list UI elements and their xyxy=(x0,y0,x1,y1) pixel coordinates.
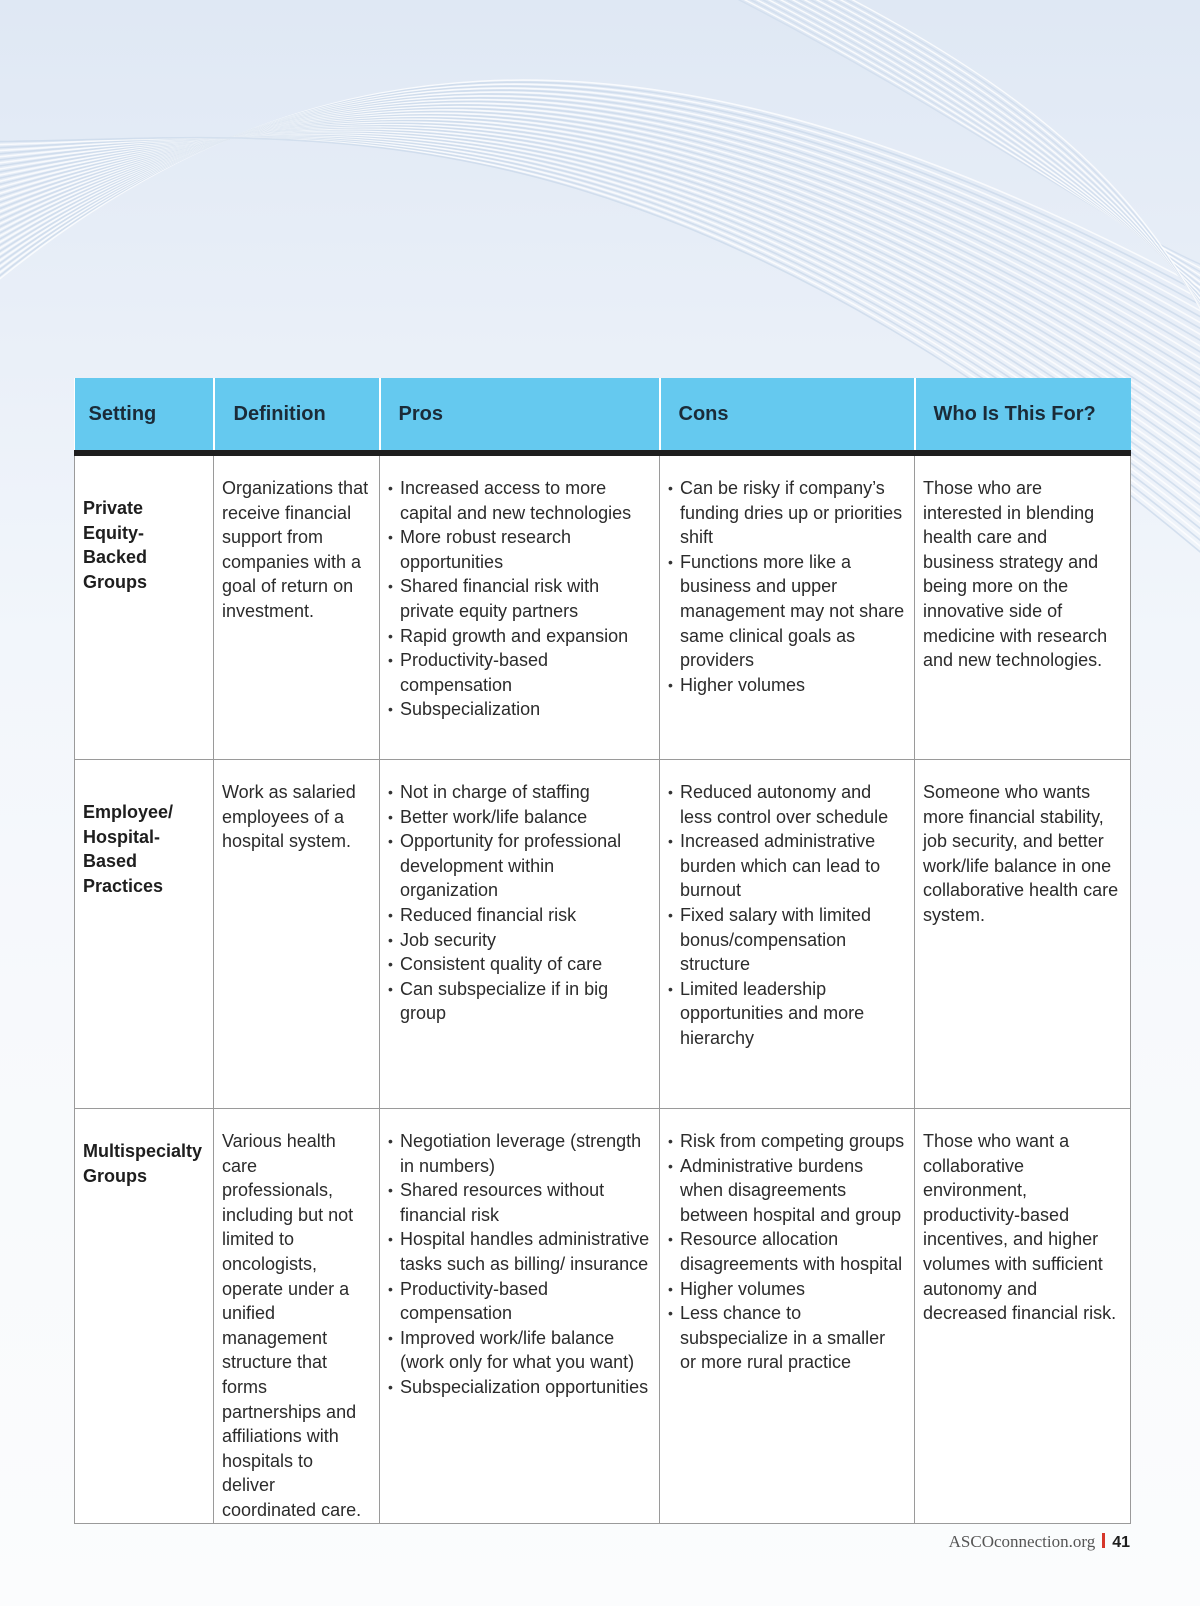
header-cons: Cons xyxy=(660,378,915,453)
cons-item: • Risk from competing groups xyxy=(668,1129,906,1154)
table-row-private-equity xyxy=(75,453,1131,760)
pros-item: • More robust research opportunities xyxy=(388,525,651,574)
cons-item: • Functions more like a business and upper management may not share same clinical goals as providers xyxy=(668,550,906,673)
page-number: 41 xyxy=(1112,1534,1130,1551)
cons-item: • Increased administrative burden which can lead to burnout xyxy=(668,829,906,903)
table-header xyxy=(75,378,1131,453)
pros-item: • Better work/life balance xyxy=(388,805,651,830)
pros-cell xyxy=(380,760,660,1109)
cons-item: • Reduced autonomy and less control over schedule xyxy=(668,780,906,829)
cons-list xyxy=(668,476,906,697)
pros-item: • Consistent quality of care xyxy=(388,952,651,977)
pros-item: • Job security xyxy=(388,928,651,953)
pros-item: • Improved work/life balance (work only for what you want) xyxy=(388,1326,651,1375)
footer-divider xyxy=(1102,1533,1105,1548)
who-cell: Someone who wants more financial stability, job security, and better work/life balance in one collaborative health care system. xyxy=(915,760,1131,1109)
setting-cell xyxy=(75,1109,214,1524)
header-row xyxy=(75,378,1131,453)
cons-cell xyxy=(660,1109,915,1524)
pros-item: • Subspecialization opportunities xyxy=(388,1375,651,1400)
cons-cell xyxy=(660,760,915,1109)
setting-label: Employee/ Hospital-Based Practices xyxy=(83,802,174,896)
pros-item: • Productivity-based compensation xyxy=(388,648,651,697)
cons-list xyxy=(668,1129,906,1375)
pros-item: • Productivity-based compensation xyxy=(388,1277,651,1326)
pros-list xyxy=(388,1129,651,1400)
setting-label: Private Equity-Backed Groups xyxy=(83,498,148,592)
pros-item: • Increased access to more capital and new technologies xyxy=(388,476,651,525)
pros-cell xyxy=(380,1109,660,1524)
setting-label: Multispecialty Groups xyxy=(83,1141,203,1186)
pros-item: • Can subspecialize if in big group xyxy=(388,977,651,1026)
cons-item: • Higher volumes xyxy=(668,673,906,698)
pros-item: • Negotiation leverage (strength in numbers) xyxy=(388,1129,651,1178)
definition-cell: Organizations that receive financial support from companies with a goal of return on investment. xyxy=(214,453,380,760)
cons-list xyxy=(668,780,906,1051)
definition-cell: Various health care professionals, including but not limited to oncologists, operate under a unified management structure that forms partnerships and affiliations with hospitals to deliver coordinated care. xyxy=(214,1109,380,1524)
definition-cell: Work as salaried employees of a hospital system. xyxy=(214,760,380,1109)
cons-item: • Limited leadership opportunities and more hierarchy xyxy=(668,977,906,1051)
table-body xyxy=(75,453,1131,1523)
wave-line xyxy=(700,0,1200,280)
pros-item: • Opportunity for professional development within organization xyxy=(388,829,651,903)
cons-item: • Can be risky if company’s funding dries up or priorities shift xyxy=(668,476,906,550)
practice-settings-table xyxy=(74,378,1131,1524)
cons-cell xyxy=(660,453,915,760)
pros-item: • Hospital handles administrative tasks such as billing/ insurance xyxy=(388,1227,651,1276)
pros-item: • Shared financial risk with private equity partners xyxy=(388,574,651,623)
pros-item: • Shared resources without financial risk xyxy=(388,1178,651,1227)
header-setting: Setting xyxy=(75,378,214,453)
table-row-employee-hospital xyxy=(75,760,1131,1109)
pros-item: • Reduced financial risk xyxy=(388,903,651,928)
setting-cell xyxy=(75,453,214,760)
cons-item: • Resource allocation disagreements with hospital xyxy=(668,1227,906,1276)
pros-item: • Not in charge of staffing xyxy=(388,780,651,805)
setting-cell xyxy=(75,760,214,1109)
who-cell: Those who want a collaborative environment, productivity-based incentives, and higher volumes with sufficient autonomy and decreased financial risk. xyxy=(915,1109,1131,1524)
header-pros: Pros xyxy=(380,378,660,453)
cons-item: • Administrative burdens when disagreements between hospital and group xyxy=(668,1154,906,1228)
wave-line xyxy=(730,0,1200,310)
site-link[interactable]: ASCOconnection.org xyxy=(948,1532,1096,1551)
cons-item: • Fixed salary with limited bonus/compensation structure xyxy=(668,903,906,977)
header-definition: Definition xyxy=(214,378,380,453)
pros-cell xyxy=(380,453,660,760)
wave-line xyxy=(808,0,1200,388)
table-row-multispecialty xyxy=(75,1109,1131,1524)
pros-item: • Subspecialization xyxy=(388,697,651,722)
wave-line xyxy=(766,0,1200,346)
cons-item: • Less chance to subspecialize in a smaller or more rural practice xyxy=(668,1301,906,1375)
pros-item: • Rapid growth and expansion xyxy=(388,624,651,649)
pros-list xyxy=(388,780,651,1026)
page-footer xyxy=(949,1532,1130,1552)
comparison-table-panel xyxy=(74,378,1130,1524)
cons-item: • Higher volumes xyxy=(668,1277,906,1302)
pros-list xyxy=(388,476,651,722)
wave-line xyxy=(0,88,1200,345)
header-who-is-this-for: Who Is This For? xyxy=(915,378,1131,453)
who-cell: Those who are interested in blending health care and business strategy and being more on the innovative side of medicine with research and new technologies. xyxy=(915,453,1131,760)
